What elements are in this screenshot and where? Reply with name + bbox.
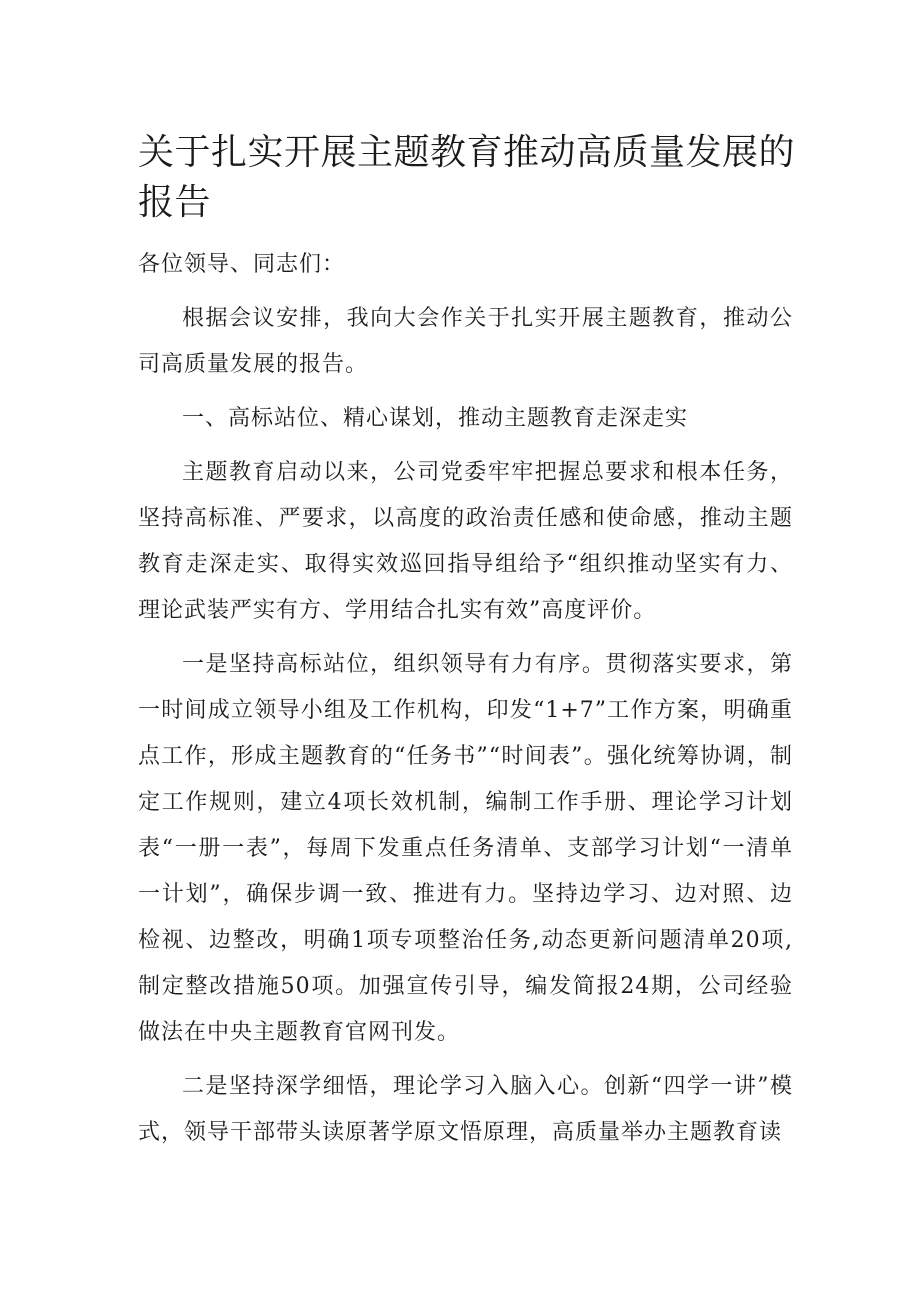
section-1-paragraph-1: 主题教育启动以来，公司党委牢牢把握总要求和根本任务，坚持高标准、严要求，以高度的政治责任感和使命感，推动主题教育走深走实、取得实效巡回指导组给予“组织推动坚实有力、理论武装严实有方、学用结合扎实有效”高度评价。 bbox=[138, 460, 793, 623]
section-1-paragraph-3: 二是坚持深学细悟，理论学习入脑入心。创新“四学一讲”模式，领导干部带头读原著学原文悟原理，高质量举办主题教育读 bbox=[138, 1074, 793, 1145]
section-heading-1: 一、高标站位、精心谋划，推动主题教育走深走实 bbox=[182, 406, 689, 431]
document-title: 关于扎实开展主题教育推动高质量发展的报告 bbox=[138, 132, 796, 223]
section-1-paragraph-2: 一是坚持高标站位，组织领导有力有序。贯彻落实要求，第一时间成立领导小组及工作机构，印发“1+7”工作方案，明确重点工作，形成主题教育的“任务书”“时间表”。强化统筹协调，制定工作规则，建立4项长效机制，编制工作手册、理论学习计划表“一册一表”，每周下发重点任务清单、支部学习计划“一清单一计划”，确保步调一致、推进有力。坚持边学习、边对照、边检视、边整改，明确1项专项整治任务,动态更新问题清单20项,制定整改措施50项。加强宣传引导，编发简报24期，公司经验做法在中央主题教育官网刊发。 bbox=[138, 652, 793, 1045]
salutation: 各位领导、同志们： bbox=[138, 252, 346, 277]
intro-paragraph: 根据会议安排，我向大会作关于扎实开展主题教育，推动公司高质量发展的报告。 bbox=[138, 306, 793, 377]
